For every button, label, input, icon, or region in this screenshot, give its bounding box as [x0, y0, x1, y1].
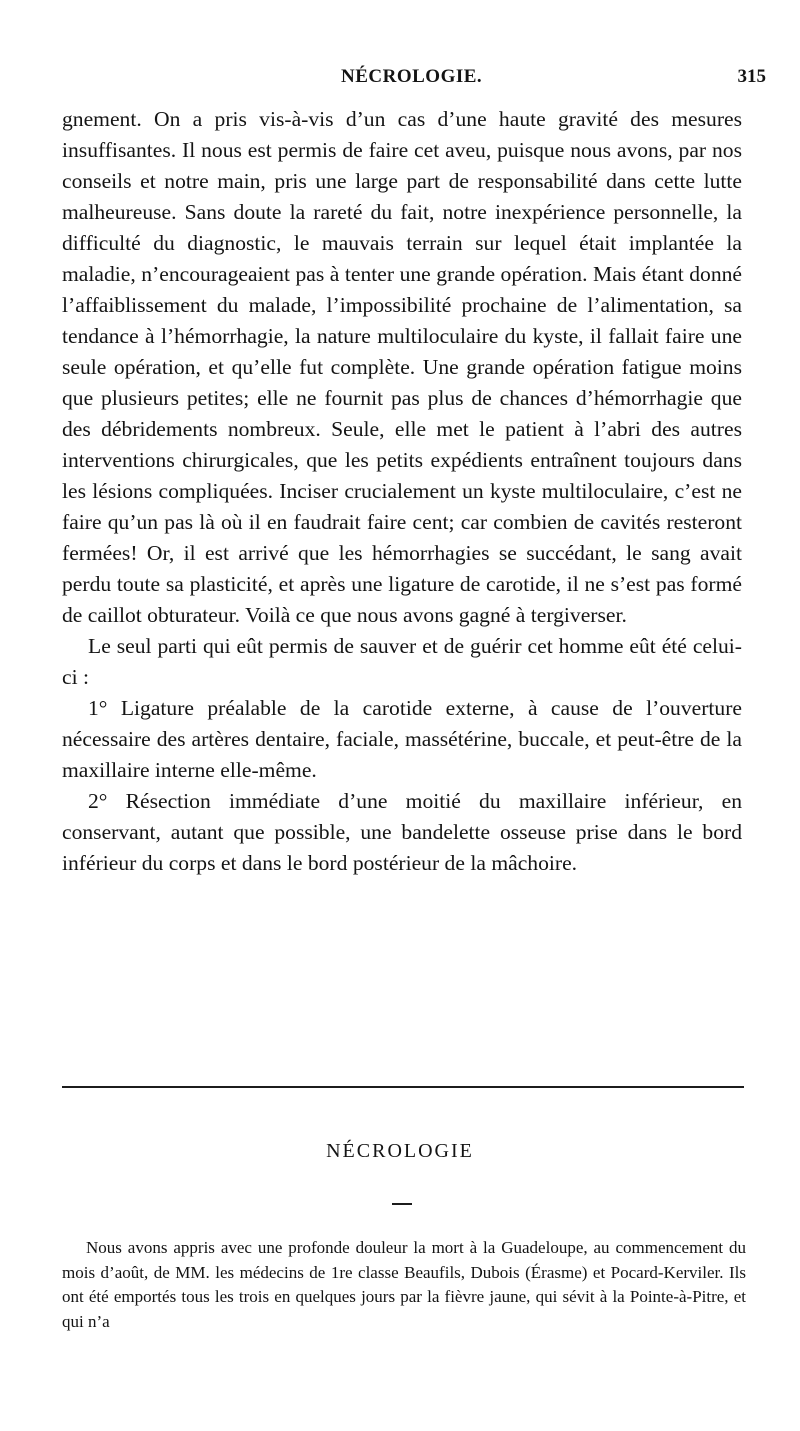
body-text [62, 104, 742, 879]
heading-dash [392, 1203, 412, 1205]
paragraph-conclusion: Le seul parti qui eût permis de sauver et de guérir cet homme eût été celui-ci : [62, 634, 742, 689]
paragraph-item-1: 1° Ligature préalable de la carotide externe, à cause de l’ouverture nécessaire des artères dentaire, faciale, massétérine, buccale, et peut-être de la maxillaire interne elle-même. [62, 696, 742, 782]
paragraph-item-2: 2° Résection immédiate d’une moitié du maxillaire inférieur, en conservant, autant que possible, une bandelette osseuse prise dans le bord inférieur du corps et dans le bord postérieur de la mâchoire. [62, 789, 742, 875]
paragraph-continuation: gnement. On a pris vis-à-vis d’un cas d’une haute gravité des mesures insuffisantes. Il nous est permis de faire cet aveu, puisque nous avons, par nos conseils et notre main, pris une large part de responsabilité dans cette lutte malheureuse. Sans doute la rareté du fait, notre inexpérience personnelle, la difficulté du diagnostic, le mauvais terrain sur lequel était implantée la maladie, n’encourageaient pas à tenter une grande opération. Mais étant donné l’affaiblissement du malade, l’impossibilité prochaine de l’alimentation, sa tendance à l’hémorrhagie, la nature multiloculaire du kyste, il fallait faire une seule opération, et qu’elle fut complète. Une grande opération fatigue moins que plusieurs petites; elle ne fournit pas plus de chances d’hémorrhagie que des débridements nombreux. Seule, elle met le patient à l’abri des autres interventions chirurgicales, que les petits expédients entraînent toujours dans les lésions compliquées. Inciser crucialement un kyste multiloculaire, c’est ne faire qu’un pas là où il en faudrait faire cent; car combien de cavités resteront fermées! Or, il est arrivé que les hémorrhagies se succédant, le sang avait perdu toute sa plasticité, et après une ligature de carotide, il ne s’est pas formé de caillot obturateur. Voilà ce que nous avons gagné à tergiverser. [62, 107, 742, 627]
obituary-paragraph: Nous avons appris avec une profonde douleur la mort à la Guadeloupe, au commencement du mois d’août, de MM. les médecins de 1re classe Beaufils, Dubois (Érasme) et Pocard-Kerviler. Ils ont été emportés tous les trois en quelques jours par la fièvre jaune, qui sévit à la Pointe-à-Pitre, et qui n’a [62, 1238, 746, 1331]
obituary-notice [62, 1236, 746, 1334]
page-number: 315 [737, 66, 766, 87]
running-head-title: NÉCROLOGIE. [341, 66, 483, 87]
section-heading: NÉCROLOGIE [326, 1140, 474, 1162]
running-head [0, 66, 800, 92]
section-divider [62, 1086, 744, 1088]
